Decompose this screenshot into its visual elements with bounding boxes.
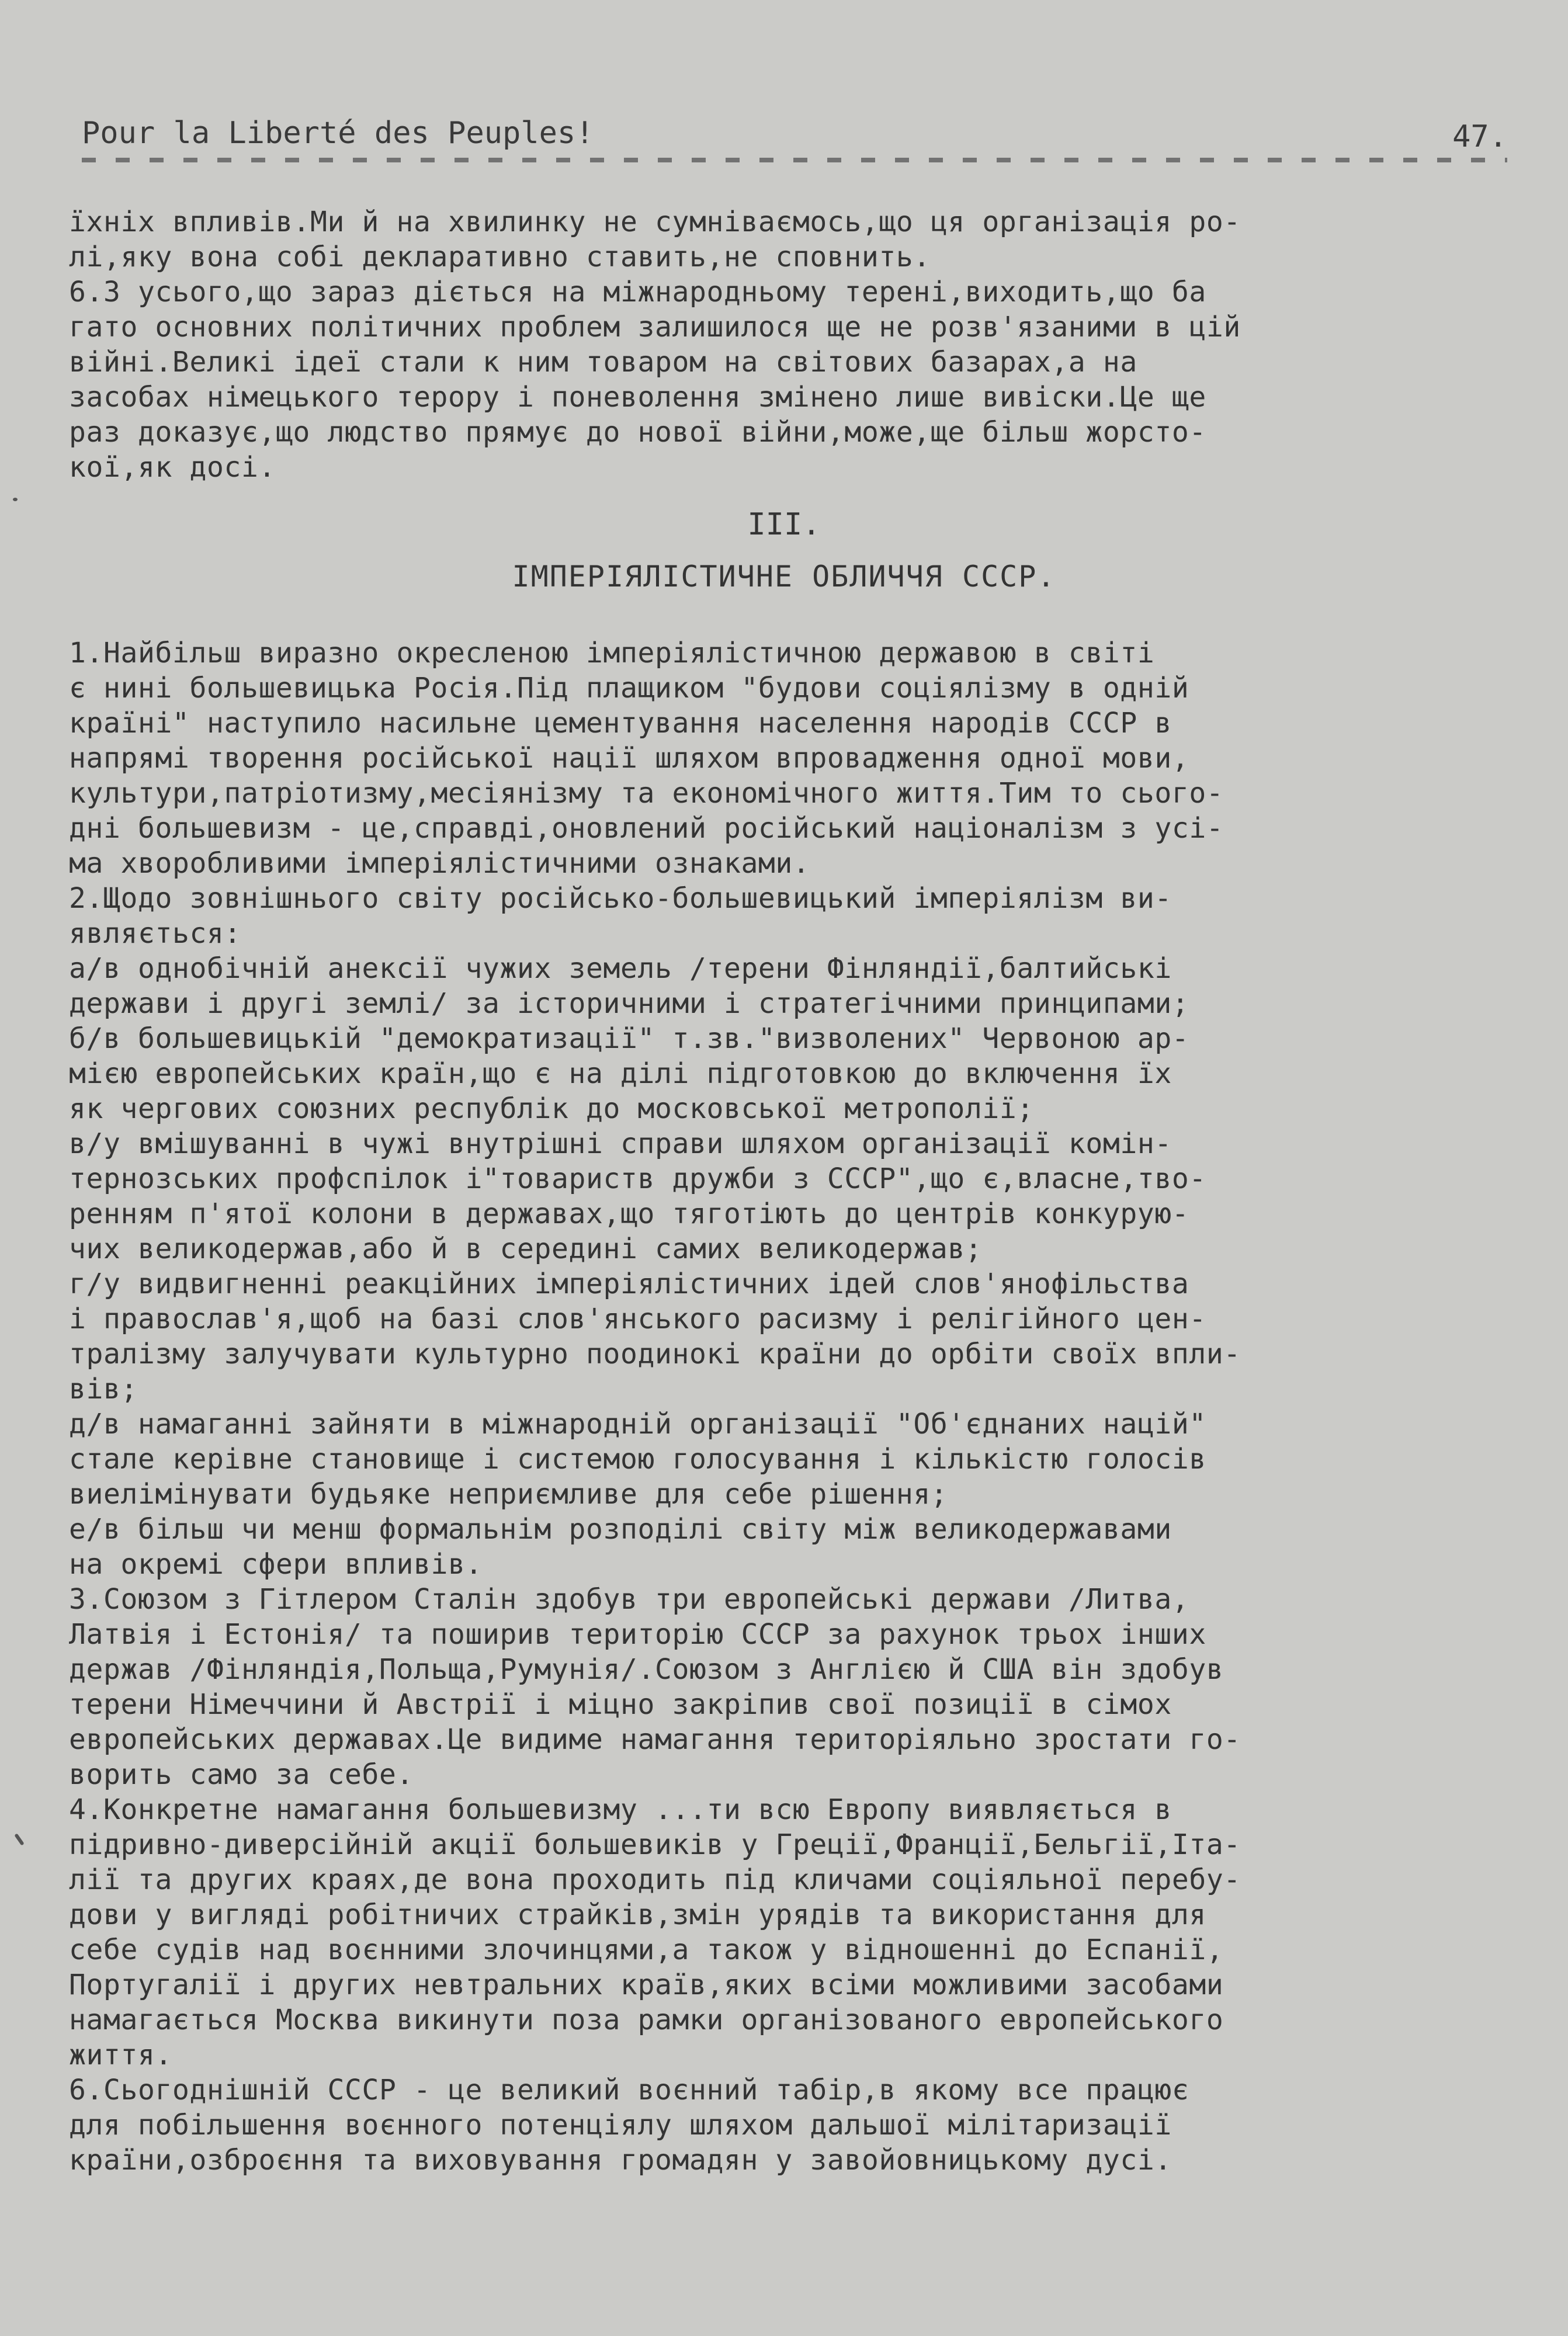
text-line: культури,патріотизму,месіянізму та економічного життя.Тим то сього- [69,777,1224,810]
text-line: 3.Союзом з Гітлером Сталін здобув три европейські держави /Литва, [69,1583,1189,1616]
text-line: вів; [69,1373,138,1405]
text-line: засобах німецького терору і поневолення змінено лише вивіски.Це ще [69,381,1206,414]
text-line: країні" наступило насильне цементування населення народів СССР в [69,707,1172,740]
text-line: намагається Москва викинути поза рамки організованого европейського [69,2004,1224,2036]
text-line: 6.З усього,що зараз діється на міжнародньому терені,виходить,що ба [69,276,1206,308]
paper-speck [14,1833,25,1845]
text-line: являється: [69,917,241,950]
text-line: лі,яку вона собі декларативно ставить,не сповнить. [69,241,931,273]
text-line: 2.Щодо зовнішнього світу російсько-большевицький імперіялізм ви- [69,882,1172,915]
text-line: 6.Сьогоднішній СССР - це великий воєнний табір,в якому все працює [69,2074,1189,2106]
text-line: ренням п'ятої колони в державах,що тяготіють до центрів конкурую- [69,1197,1189,1230]
text-line: ворить само за себе. [69,1758,414,1791]
intro-paragraphs [69,204,1512,485]
text-line: Латвія і Естонія/ та поширив територію СССР за рахунок трьох інших [69,1618,1206,1651]
text-line: лії та других краях,де вона проходить під кличами соціяльної перебу- [69,1863,1241,1896]
paper-speck [13,498,18,501]
text-line: виелімінувати будьяке неприємливе для себе рішення; [69,1478,948,1511]
running-header [82,116,1507,162]
text-line: напрямі творення російської нації шляхом впровадження одної мови, [69,742,1189,775]
section-body [69,636,1512,2178]
text-line: 1.Найбільш виразно окресленою імперіялістичною державою в світі [69,637,1155,669]
text-line: а/в однобічній анексії чужих земель /терени Фінляндії,балтийські [69,952,1172,985]
text-line: дні большевизм - це,справді,оновлений російський націоналізм з усі- [69,812,1224,845]
text-line: б/в большевицькій "демократизації" т.зв."визволених" Червоною ар- [69,1022,1189,1055]
text-line: війні.Великі ідеї стали к ним товаром на світових базарах,а на [69,346,1137,379]
text-line: 4.Конкретне намагання большевизму ...ти всю Европу виявляється в [69,1793,1172,1826]
text-line: на окремі сфери впливів. [69,1548,483,1581]
text-line: тернозських профспілок і"товариств дружби з СССР",що є,власне,тво- [69,1162,1206,1195]
text-line: ма хворобливими імперіялістичними ознаками. [69,847,810,880]
text-line: є нині большевицька Росія.Під плащиком "будови соціялізму в одній [69,672,1189,704]
text-line: підривно-диверсійній акції большевиків у Греції,Франції,Бельгії,Іта- [69,1828,1241,1861]
text-line: держав /Фінляндія,Польща,Румунія/.Союзом з Англією й США він здобув [69,1653,1224,1686]
text-line: е/в більш чи менш формальнім розподілі світу між великодержавами [69,1513,1172,1546]
text-line: кої,як досі. [69,451,276,484]
header-dashed-rule [82,158,1507,162]
text-line: Португалії і других невтральних країв,яких всіми можливими засобами [69,1969,1224,2001]
text-line: мією европейських країн,що є на ділі підготовкою до включення їх [69,1057,1172,1090]
text-line: дови у вигляді робітничих страйків,змін урядів та використання для [69,1898,1206,1931]
text-line: і православ'я,щоб на базі слов'янського расизму і релігійного цен- [69,1303,1206,1335]
text-line: раз доказує,що людство прямує до нової війни,може,ще більш жорсто- [69,416,1206,449]
text-line: їхніх впливів.Ми й на хвилинку не сумніваємось,що ця організація ро- [69,206,1241,238]
text-line: г/у видвигненні реакційних імперіялістичних ідей слов'янофільства [69,1268,1189,1300]
header-title: Pour la Liberté des Peuples! [82,116,594,151]
text-line: чих великодержав,або й в середині самих великодержав; [69,1233,983,1265]
text-line: в/у вмішуванні в чужі внутрішні справи шляхом організації комін- [69,1127,1172,1160]
section-title: ІМПЕРІЯЛІСТИЧНЕ ОБЛИЧЧЯ СССР. [512,560,1056,593]
text-line: як чергових союзних республік до московської метрополії; [69,1092,1034,1125]
text-line: життя. [69,2039,172,2071]
text-line: терени Німеччини й Австрії і міцно закріпив свої позиції в сімох [69,1688,1172,1721]
text-line: країни,озброєння та виховування громадян у завойовницькому дусі. [69,2144,1172,2177]
section-number: III. [747,507,821,542]
page-number: 47. [1452,119,1507,154]
text-line: тралізму залучувати культурно поодинокі країни до орбіти своїх впли- [69,1338,1241,1370]
text-line: европейських державах.Це видиме намагання територіяльно зростати го- [69,1723,1241,1756]
text-line: д/в намаганні зайняти в міжнародній організації "Об'єднаних націй" [69,1408,1206,1441]
text-line: для побільшення воєнного потенціялу шляхом дальшої мілітаризації [69,2109,1172,2141]
text-line: держави і другі землі/ за історичними і стратегічними принципами; [69,987,1189,1020]
text-line: стале керівне становище і системою голосування і кількістю голосів [69,1443,1206,1476]
text-line: себе судів над воєнними злочинцями,а також у відношенні до Еспанії, [69,1934,1224,1966]
text-line: гато основних політичних проблем залишилося ще не розв'язаними в цій [69,311,1241,343]
